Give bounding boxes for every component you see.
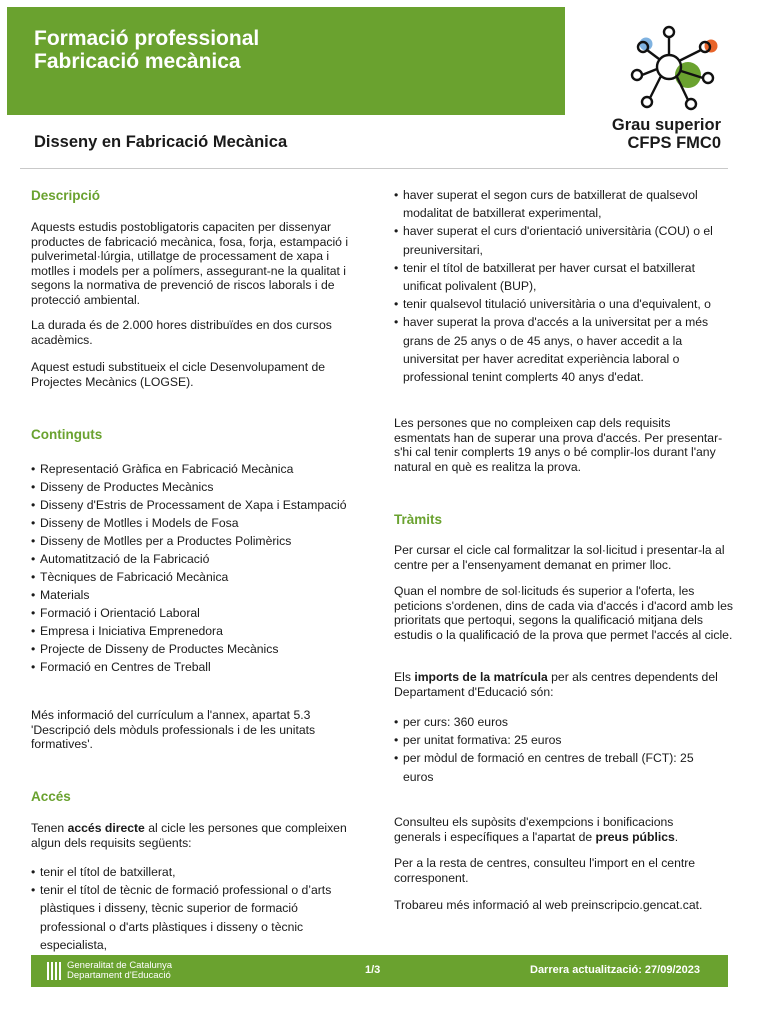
- tramits-paragraph-1: Per cursar el cicle cal formalitzar la sol·licitud i presentar-la al centre per a l'ensenyament demanat en primer lloc.: [394, 543, 725, 572]
- header-divider: [20, 168, 728, 169]
- grade-info: [612, 116, 721, 152]
- list-item: • haver superat el segon curs de batxillerat de qualsevol modalitat de batxillerat experimental,: [394, 186, 732, 222]
- list-item: • tenir el títol de tècnic de formació professional o d’arts plàstiques i disseny, tècnic superior de formació professional o d'arts plàstiques i disseny o tècnic especialista,: [31, 881, 351, 954]
- list-item: • per mòdul de formació en centres de treball (FCT): 25 euros: [394, 749, 724, 785]
- title-line-1: Formació professional: [34, 27, 260, 50]
- tramits-paragraph-2: Quan el nombre de sol·licituds és superior a l'oferta, les peticions s'ordenen, dins de cada via d'accés i d'acord amb les prioritats que pertoqui, segons la qualificació mitjana dels estudis o la qualificació de la prova que permet l'accés al cicle.: [394, 584, 733, 642]
- descripcio-paragraph-1: Aquests estudis postobligatoris capaciten per dissenyar productes de fabricació mecànica, fosa, forja, estampació i pulverimetal·lúrgia, utillatge de processament de xapa i motlles i models per a polímers, assegurant-ne la qualitat i segons la normativa de prevenció de riscos laborals i de protecció ambiental.: [31, 220, 349, 307]
- list-item: • Formació i Orientació Laboral: [31, 604, 371, 622]
- imports-paragraph: Els imports de la matrícula per als centres dependents del Departament d'Educació són:: [394, 670, 718, 699]
- descripcio-paragraph-3: Aquest estudi substitueix el cicle Desenvolupament de Projectes Mecànics (LOGSE).: [31, 360, 326, 389]
- tramits-heading: Tràmits: [394, 512, 443, 527]
- trobareu-paragraph: Trobareu més informació al web preinscripcio.gencat.cat.: [394, 898, 703, 912]
- page-footer: [31, 955, 728, 987]
- continguts-heading: Continguts: [31, 427, 103, 442]
- list-item: • tenir el títol de batxillerat per haver cursat el batxillerat unificat polivalent (BUP),: [394, 259, 732, 295]
- grade-code: CFPS FMC0: [627, 134, 721, 152]
- network-logo-icon: [628, 22, 724, 114]
- list-item: • Disseny de Motlles per a Productes Polimèrics: [31, 532, 371, 550]
- consulteu-paragraph: Consulteu els supòsits d'exempcions i bonificacions generals i específiques a l'apartat de preus públics.: [394, 815, 679, 844]
- list-item: • Automatització de la Fabricació: [31, 550, 371, 568]
- cycle-subtitle: Disseny en Fabricació Mecànica: [34, 133, 288, 151]
- prova-paragraph: Les persones que no compleixen cap dels requisits esmentats han de superar una prova d'accés. Per presentar-s'hi cal tenir complerts 19 anys o bé complir-los durant l'any natural en què es realitza la prova.: [394, 416, 723, 474]
- list-item: • per unitat formativa: 25 euros: [394, 731, 724, 749]
- acces-list-right: [394, 186, 732, 386]
- list-item: • haver superat el curs d'orientació universitària (COU) o el preuniversitari,: [394, 222, 732, 258]
- imports-list: [394, 713, 724, 786]
- list-item: • Projecte de Disseny de Productes Mecànics: [31, 640, 371, 658]
- page-title: [34, 27, 259, 73]
- acces-heading: Accés: [31, 789, 71, 804]
- footer-org-line-1: Generalitat de Catalunya: [67, 960, 173, 971]
- generalitat-logo-icon: [47, 962, 61, 980]
- last-updated: Darrera actualització: 27/09/2023: [530, 964, 700, 976]
- list-item: • Materials: [31, 586, 371, 604]
- list-item: • tenir qualsevol titulació universitària o una d'equivalent, o: [394, 295, 732, 313]
- list-item: • Formació en Centres de Treball: [31, 658, 371, 676]
- descripcio-heading: Descripció: [31, 188, 101, 203]
- grade-level: Grau superior: [611, 116, 721, 134]
- list-item: • Representació Gràfica en Fabricació Mecànica: [31, 460, 371, 478]
- list-item: • tenir el títol de batxillerat,: [31, 863, 351, 881]
- page-number: 1/3: [365, 964, 381, 976]
- mes-info-paragraph: Més informació del currículum a l'annex, apartat 5.3 'Descripció dels mòduls professionals i de les unitats formatives'.: [31, 708, 316, 751]
- acces-intro: Tenen accés directe al cicle les persones que compleixen algun dels requisits següents:: [31, 821, 347, 850]
- title-line-2: Fabricació mecànica: [34, 50, 241, 73]
- list-item: • per curs: 360 euros: [394, 713, 724, 731]
- resta-paragraph: Per a la resta de centres, consulteu l'import en el centre corresponent.: [394, 856, 696, 885]
- list-item: • Disseny d'Estris de Processament de Xapa i Estampació: [31, 496, 371, 514]
- list-item: • haver superat la prova d'accés a la universitat per a més grans de 25 anys o de 45 anys, o haver accedit a la universitat per haver acreditat experiència laboral o professional tenint complerts 40 anys d'edat.: [394, 313, 732, 386]
- acces-list-left: [31, 863, 351, 954]
- list-item: • Empresa i Iniciativa Emprenedora: [31, 622, 371, 640]
- list-item: • Disseny de Productes Mecànics: [31, 478, 371, 496]
- list-item: • Disseny de Motlles i Models de Fosa: [31, 514, 371, 532]
- list-item: • Tècniques de Fabricació Mecànica: [31, 568, 371, 586]
- footer-org-line-2: Departament d'Educació: [67, 970, 171, 981]
- descripcio-paragraph-2: La durada és de 2.000 hores distribuïdes en dos cursos acadèmics.: [31, 318, 332, 347]
- continguts-list: [31, 460, 371, 676]
- footer-organization: [67, 961, 172, 981]
